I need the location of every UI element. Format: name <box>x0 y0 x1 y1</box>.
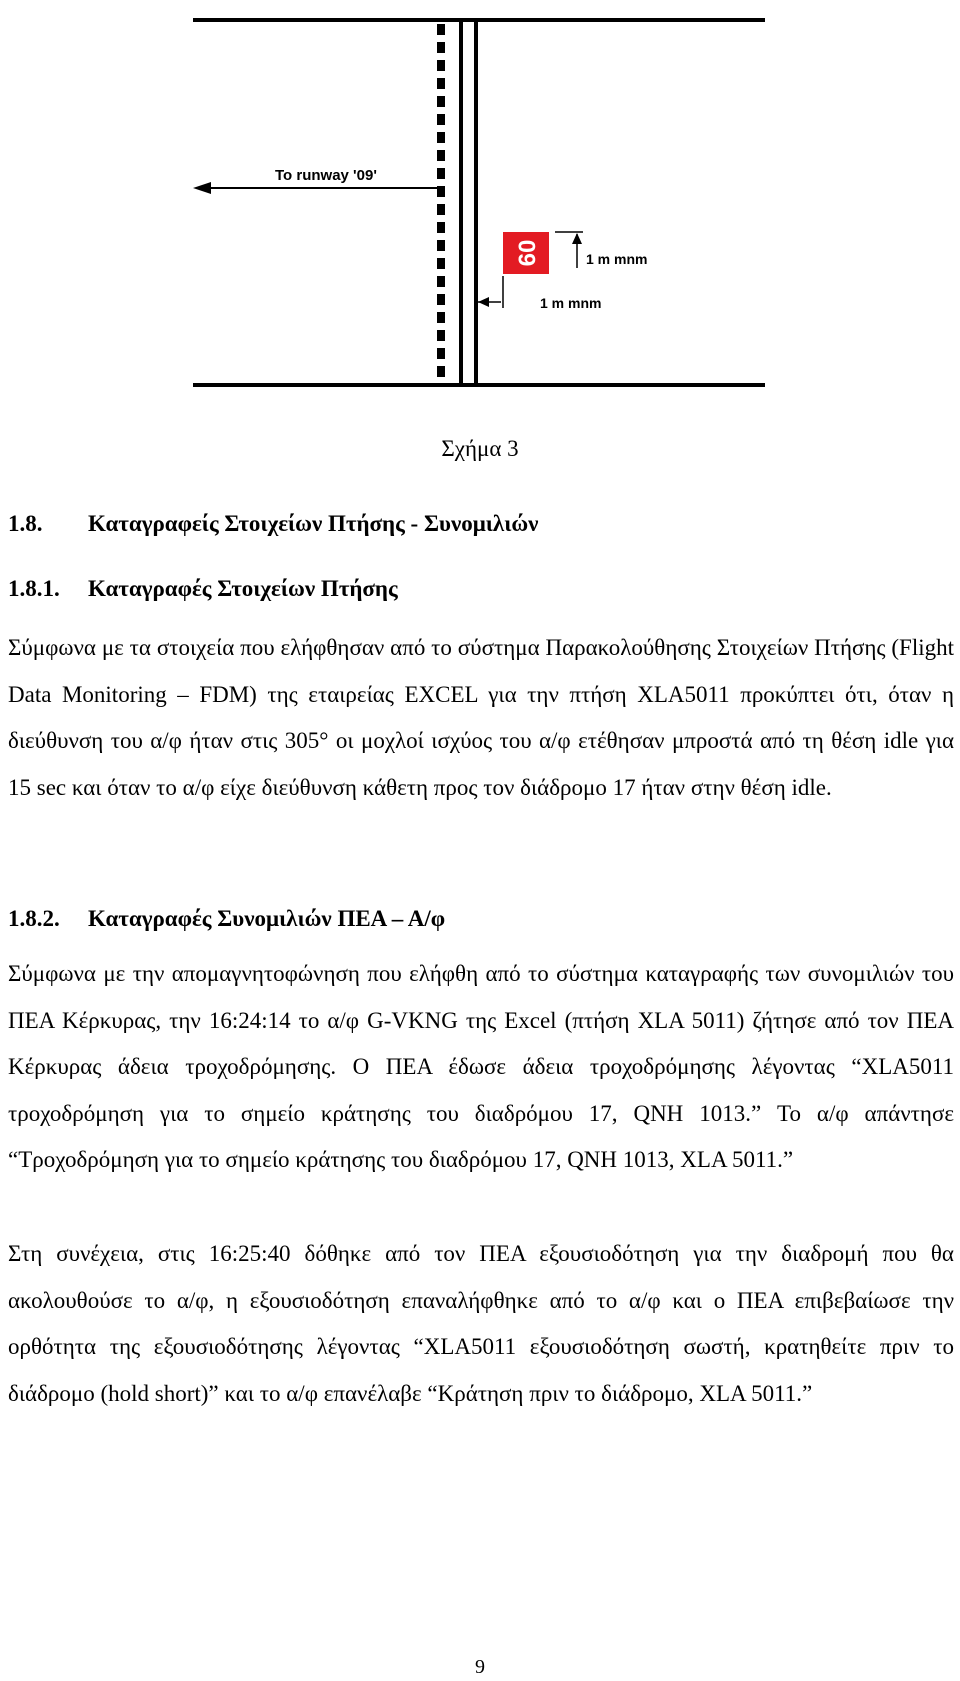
runway-holding-diagram <box>185 10 775 395</box>
vertical-dimension-arrow <box>572 233 582 244</box>
runway-label: To runway '09' <box>275 167 377 184</box>
vertical-dimension-label: 1 m mnm <box>586 251 648 267</box>
section-heading-1-8-1 <box>8 575 398 603</box>
dash-segment <box>437 312 445 323</box>
dash-segment <box>437 168 445 179</box>
dash-segment <box>437 204 445 215</box>
dash-segment <box>437 366 445 377</box>
page-number: 9 <box>475 1656 485 1678</box>
runway-sign-text: 09 <box>512 239 540 267</box>
dash-segment <box>437 24 445 35</box>
section-heading-1-8-2 <box>8 905 445 933</box>
figure-caption: Σχήμα 3 <box>441 436 519 461</box>
dash-segment <box>437 150 445 161</box>
dash-segment <box>437 222 445 233</box>
horizontal-dimension-arrow <box>478 297 489 307</box>
dash-segment <box>437 60 445 71</box>
paragraph-atc-clearance: Στη συνέχεια, στις 16:25:40 δόθηκε από τον ΠΕΑ εξουσιοδότηση για την διαδρομή που θα ακολουθούσε το α/φ, η εξουσιοδότηση επαναλήφθηκε από το α/φ και ο ΠΕΑ επιβεβαίωσε την ορθότητα της εξουσιοδότησης λέγοντας “XLA5011 εξουσιοδότηση σωστή, κρατηθείτε πριν το διάδρομο (hold short)” και το α/φ επανέλαβε “Κράτηση πριν το διάδρομο, XLA 5011.” <box>8 1241 954 1406</box>
section-number: 1.8. <box>8 511 43 536</box>
dashed-holding-line <box>437 24 445 377</box>
dash-segment <box>437 258 445 269</box>
horizontal-dimension-label: 1 m mnm <box>540 295 602 311</box>
section-number: 1.8.2. <box>8 906 60 931</box>
dash-segment <box>437 330 445 341</box>
dash-segment <box>437 78 445 89</box>
section-title: Καταγραφείς Στοιχείων Πτήσης - Συνομιλιών <box>88 511 539 536</box>
dash-segment <box>437 132 445 143</box>
section-title: Καταγραφές Συνομιλιών ΠΕΑ – Α/φ <box>88 906 446 931</box>
section-number: 1.8.1. <box>8 576 60 601</box>
dash-segment <box>437 42 445 53</box>
paragraph-atc-taxi: Σύμφωνα με την απομαγνητοφώνηση που ελήφθη από το σύστημα καταγραφής των συνομιλιών του ΠΕΑ Κέρκυρας, την 16:24:14 το α/φ G-VKNG της Excel (πτήση XLA 5011) ζήτησε από τον ΠΕΑ Κέρκυρας άδεια τροχοδρόμησης. Ο ΠΕΑ έδωσε άδεια τροχοδρόμησης λέγοντας “XLA5011 τροχοδρόμηση για το σημείο κράτησης του διαδρόμου 17, QNH 1013.” Το α/φ απάντησε “Τροχοδρόμηση για το σημείο κράτησης του διαδρόμου 17, QNH 1013, XLA 5011.” <box>8 961 954 1172</box>
dash-segment <box>437 240 445 251</box>
dash-segment <box>437 276 445 287</box>
dash-segment <box>437 96 445 107</box>
paragraph-fdm: Σύμφωνα με τα στοιχεία που ελήφθησαν από το σύστημα Παρακολούθησης Στοιχείων Πτήσης (Flight Data Monitoring – FDM) της εταιρείας EXCEL για την πτήση XLA5011 προκύπτει ότι, όταν η διεύθυνση του α/φ ήταν στις 305° οι μοχλοί ισχύος του α/φ ετέθησαν μπροστά από τη θέση idle για 15 sec και όταν το α/φ είχε διεύθυνση κάθετη προς τον διάδρομο 17 ήταν στην θέση idle. <box>8 635 954 800</box>
runway-arrow-head <box>193 182 211 194</box>
section-title: Καταγραφές Στοιχείων Πτήσης <box>88 576 398 601</box>
dash-segment <box>437 114 445 125</box>
dash-segment <box>437 294 445 305</box>
section-heading-1-8 <box>8 510 538 538</box>
dash-segment <box>437 348 445 359</box>
